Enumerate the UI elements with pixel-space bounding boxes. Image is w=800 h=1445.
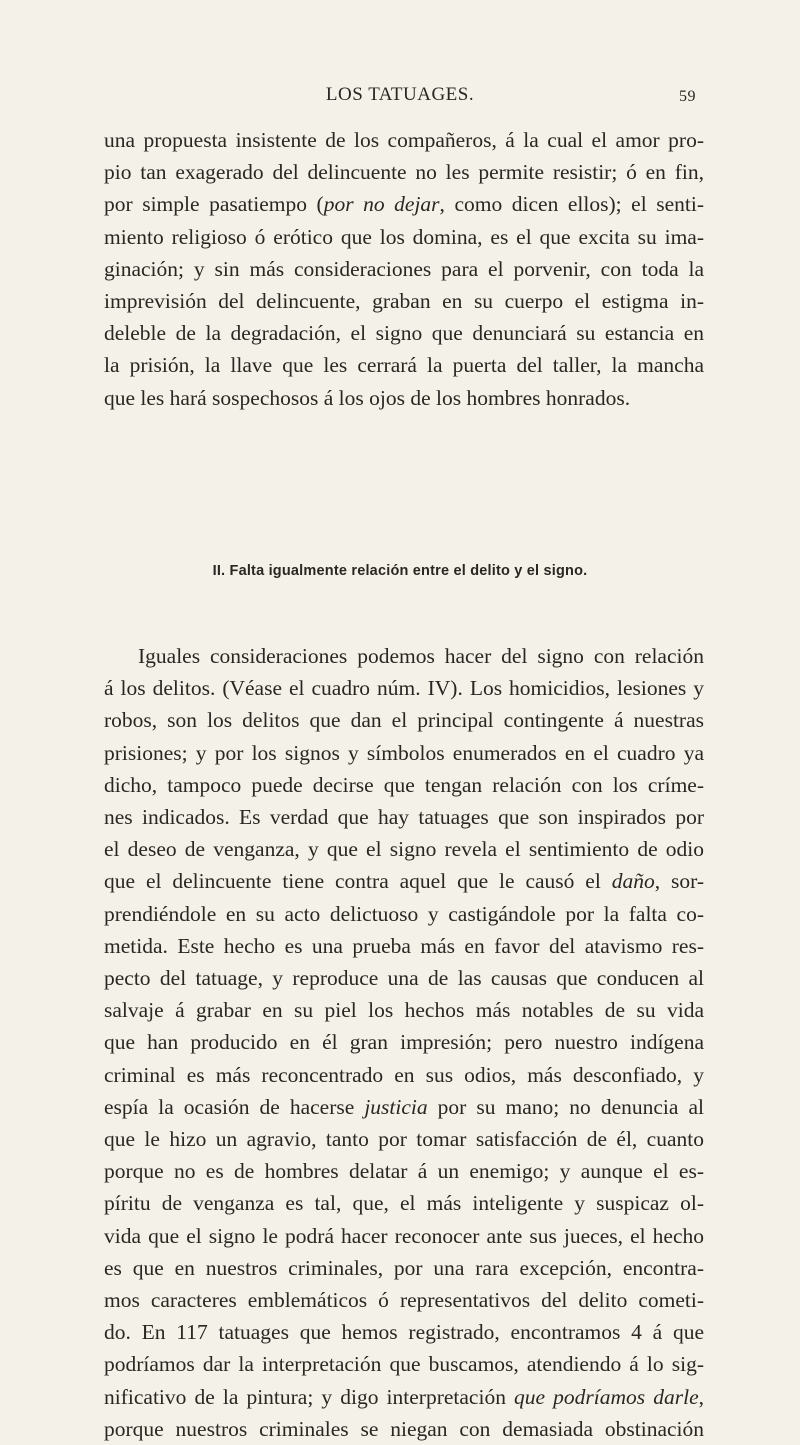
- text-line: [104, 188, 704, 220]
- text-run: Iguales consideraciones podemos hacer del signo con relación: [138, 644, 704, 668]
- text-run: do. En 117 tatuages que hemos registrado, encontramos 4 á que: [104, 1320, 704, 1345]
- text-run: vida que el signo le podrá hacer reconocer ante sus jueces, el hecho: [104, 1223, 704, 1248]
- text-run: metida. Este hecho es una prueba más en favor del atavismo res-: [104, 933, 704, 958]
- text-line: [104, 1381, 704, 1413]
- text-line: [104, 1220, 704, 1252]
- text-line: [104, 349, 704, 381]
- text-line: [104, 1123, 704, 1155]
- text-run: ginación; y sin más consideraciones para el porvenir, con toda la: [104, 256, 704, 281]
- text-run: , como dicen ellos); el senti-: [439, 192, 704, 217]
- text-line: [104, 253, 704, 285]
- text-run: es que en nuestros criminales, por una rara excepción, encontra-: [104, 1255, 704, 1280]
- text-run: dicho, tampoco puede decirse que tengan relación con los críme-: [104, 772, 704, 797]
- text-line: [104, 1059, 704, 1091]
- paragraph-2: [104, 640, 704, 1445]
- text-line: [104, 1316, 704, 1348]
- text-line: [104, 769, 704, 801]
- section-heading: II. Falta igualmente relación entre el delito y el signo.: [212, 563, 588, 579]
- text-run: por su mano; no denuncia al: [427, 1094, 704, 1119]
- running-title: LOS TATUAGES.: [325, 84, 475, 105]
- text-line: [104, 1155, 704, 1187]
- italic-run: que podríamos darle: [514, 1384, 699, 1409]
- text-line: [104, 672, 704, 704]
- text-run: criminal es más reconcentrado en sus odios, más desconfiado, y: [104, 1062, 704, 1087]
- paragraph-1: [104, 124, 704, 414]
- text-run: la prisión, la llave que les cerrará la puerta del taller, la mancha: [104, 353, 704, 378]
- text-line: [104, 285, 704, 317]
- text-run: que han producido en él gran impresión; pero nuestro indígena: [104, 1030, 704, 1055]
- text-line: [104, 865, 704, 897]
- text-line: [104, 1348, 704, 1380]
- text-run: salvaje á grabar en su piel los hechos más notables de su vida: [104, 998, 704, 1023]
- text-line: [104, 898, 704, 930]
- text-run: á los delitos. (Véase el cuadro núm. IV). Los homicidios, lesiones y: [104, 676, 704, 701]
- text-run: que el delincuente tiene contra aquel que le causó el: [104, 869, 612, 894]
- text-line: [104, 994, 704, 1026]
- text-run: el deseo de venganza, y que el signo revela el sentimiento de odio: [104, 837, 704, 862]
- text-line: [104, 801, 704, 833]
- text-line: [104, 1187, 704, 1219]
- text-run: nes indicados. Es verdad que hay tatuages que son inspirados por: [104, 805, 704, 830]
- text-run: pio tan exagerado del delincuente no les permite resistir; ó en fin,: [104, 160, 704, 185]
- running-head: [0, 84, 800, 114]
- text-line: [104, 1413, 704, 1445]
- text-line: [104, 1091, 704, 1123]
- text-run: podríamos dar la interpretación que buscamos, atendiendo á lo sig-: [104, 1352, 704, 1377]
- text-line: [104, 833, 704, 865]
- text-run: miento religioso ó erótico que los domina, es el que excita su ima-: [104, 224, 704, 249]
- text-line: [104, 704, 704, 736]
- text-line: [104, 156, 704, 188]
- text-line: [104, 930, 704, 962]
- text-run: imprevisión del delincuente, graban en su cuerpo el estigma in-: [104, 289, 704, 314]
- text-line: [104, 221, 704, 253]
- text-run: prisiones; y por los signos y símbolos enumerados en el cuadro ya: [104, 740, 704, 765]
- text-run: que les hará sospechosos á los ojos de los hombres honrados.: [104, 385, 631, 410]
- text-line: [104, 962, 704, 994]
- text-run: pecto del tatuage, y reproduce una de las causas que conducen al: [104, 966, 704, 991]
- text-line: [104, 1252, 704, 1284]
- text-run: porque no es de hombres delatar á un enemigo; y aunque el es-: [104, 1159, 704, 1184]
- text-line: [104, 1026, 704, 1058]
- text-line: [104, 1284, 704, 1316]
- italic-run: daño: [611, 869, 655, 894]
- text-run: ,: [698, 1384, 704, 1409]
- text-line: [104, 317, 704, 349]
- text-run: , sor-: [654, 869, 704, 894]
- text-run: espía la ocasión de hacerse: [104, 1094, 365, 1119]
- text-run: nificativo de la pintura; y digo interpretación: [104, 1384, 515, 1409]
- italic-run: por no dejar: [323, 192, 440, 217]
- text-line: [104, 382, 704, 414]
- text-line: [104, 124, 704, 156]
- text-run: una propuesta insistente de los compañeros, á la cual el amor pro-: [104, 128, 704, 152]
- text-line: [104, 640, 704, 672]
- page-number: 59: [679, 88, 696, 105]
- text-line: [104, 737, 704, 769]
- text-run: deleble de la degradación, el signo que denunciará su estancia en: [104, 321, 704, 346]
- text-run: robos, son los delitos que dan el principal contingente á nuestras: [104, 708, 704, 733]
- text-run: que le hizo un agravio, tanto por tomar satisfacción de él, cuanto: [104, 1127, 704, 1152]
- text-run: mos caracteres emblemáticos ó representativos del delito cometi-: [104, 1288, 704, 1313]
- text-run: prendiéndole en su acto delictuoso y castigándole por la falta co-: [104, 901, 704, 926]
- text-run: por simple pasatiempo (: [104, 192, 324, 217]
- text-run: porque nuestros criminales se niegan con demasiada obstinación: [104, 1416, 704, 1441]
- text-run: píritu de venganza es tal, que, el más inteligente y suspicaz ol-: [104, 1191, 704, 1216]
- italic-run: justicia: [364, 1094, 428, 1119]
